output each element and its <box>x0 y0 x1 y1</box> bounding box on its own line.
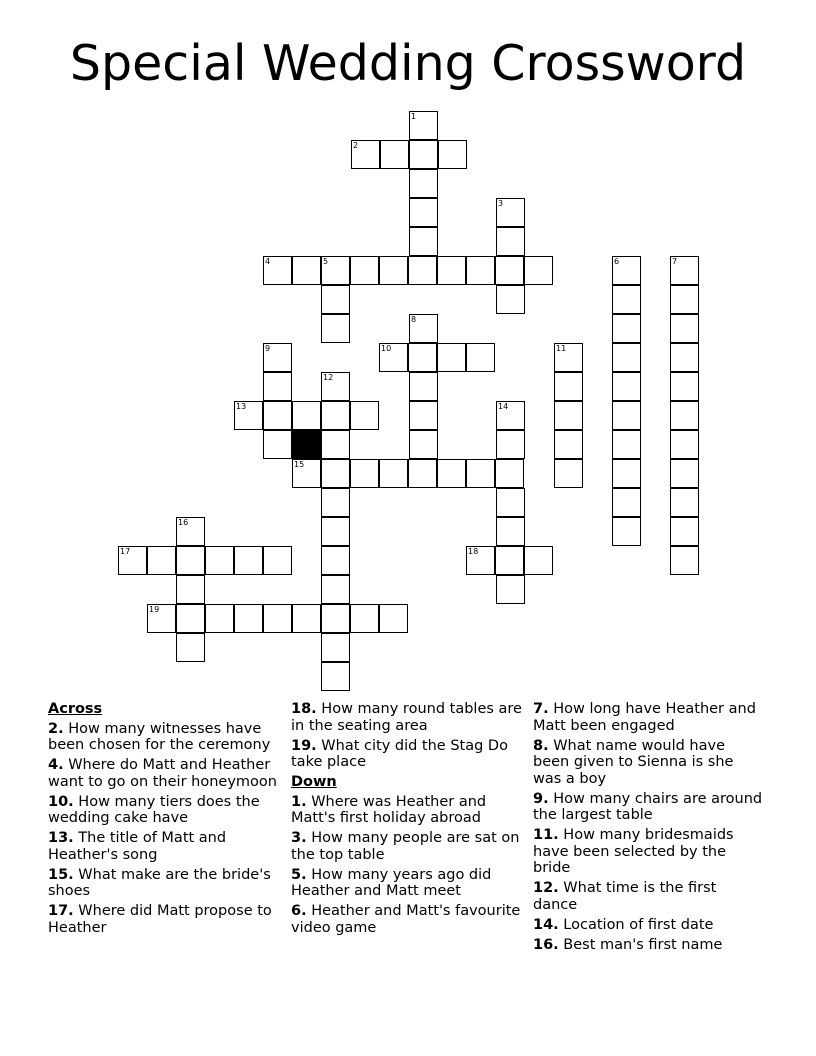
grid-cell[interactable] <box>554 401 583 430</box>
clue-number: 5 <box>323 257 329 266</box>
grid-cell[interactable] <box>670 517 699 546</box>
clue-number: 1 <box>411 112 417 121</box>
page-title: Special Wedding Crossword <box>69 35 747 92</box>
grid-cell[interactable] <box>350 256 379 285</box>
grid-cell[interactable] <box>670 546 699 575</box>
grid-cell[interactable] <box>263 343 292 372</box>
clue-number: 14 <box>498 402 509 411</box>
grid-cell[interactable] <box>350 604 379 633</box>
down-clue: 8. What name would have been given to Sienna is she was a boy <box>533 737 734 787</box>
grid-cell[interactable] <box>234 546 263 575</box>
grid-cell[interactable] <box>409 198 438 227</box>
down-heading: Down <box>291 774 337 790</box>
grid-cell[interactable] <box>292 256 321 285</box>
grid-cell[interactable] <box>263 256 292 285</box>
grid-cell[interactable] <box>409 227 438 256</box>
across-heading: Across <box>48 701 103 717</box>
down-clue: 7. How long have Heather and Matt been engaged <box>533 701 756 734</box>
grid-cell[interactable] <box>147 546 176 575</box>
grid-cell[interactable] <box>321 314 350 343</box>
grid-cell[interactable] <box>321 604 350 633</box>
across-clue: 4. Where do Matt and Heather want to go on their honeymoon <box>48 757 277 790</box>
down-clue: 11. How many bridesmaids have been selected by the bride <box>533 827 734 876</box>
grid-cell[interactable] <box>321 488 350 517</box>
grid-cell[interactable] <box>670 285 699 314</box>
grid-cell[interactable] <box>670 459 699 488</box>
grid-cell[interactable] <box>612 401 641 430</box>
grid-cell[interactable] <box>554 430 583 459</box>
grid-cell[interactable] <box>437 256 466 285</box>
grid-cell[interactable] <box>612 314 641 343</box>
grid-cell[interactable] <box>351 140 380 169</box>
across-clue: 19. What city did the Stag Do take place <box>291 737 508 770</box>
grid-cell[interactable] <box>612 256 641 285</box>
grid-cell[interactable] <box>670 343 699 372</box>
across-clue: 13. The title of Matt and Heather's song <box>48 830 227 863</box>
grid-cell[interactable] <box>409 372 438 401</box>
across-clue: 10. How many tiers does the wedding cake have <box>48 793 260 826</box>
clue-number: 16 <box>178 518 189 527</box>
grid-cell[interactable] <box>321 430 350 459</box>
grid-cell[interactable] <box>670 430 699 459</box>
across-clue: 17. Where did Matt propose to Heather <box>48 903 272 936</box>
grid-cell[interactable] <box>321 285 350 314</box>
grid-cell[interactable] <box>321 401 350 430</box>
grid-cell[interactable] <box>408 459 437 488</box>
grid-cell[interactable] <box>524 546 553 575</box>
clue-number: 13 <box>236 402 247 411</box>
clue-number: 19 <box>149 605 160 614</box>
grid-cell[interactable] <box>292 459 321 488</box>
grid-cell[interactable] <box>496 227 525 256</box>
grid-cell[interactable] <box>496 575 525 604</box>
grid-cell[interactable] <box>147 604 176 633</box>
grid-cell[interactable] <box>263 372 292 401</box>
down-clue: 6. Heather and Matt's favourite video game <box>291 903 521 936</box>
grid-cell[interactable] <box>321 372 350 401</box>
grid-cell[interactable] <box>234 604 263 633</box>
grid-cell[interactable] <box>263 604 292 633</box>
grid-cell[interactable] <box>670 401 699 430</box>
clue-number: 6 <box>614 257 620 266</box>
grid-cell[interactable] <box>495 459 524 488</box>
grid-cell[interactable] <box>466 343 495 372</box>
clue-number: 4 <box>265 257 271 266</box>
grid-cell[interactable] <box>409 314 438 343</box>
clue-number: 3 <box>498 199 504 208</box>
clue-number: 9 <box>265 344 271 353</box>
grid-cell[interactable] <box>670 256 699 285</box>
grid-cell[interactable] <box>321 633 350 662</box>
grid-cell[interactable] <box>409 111 438 140</box>
grid-cell[interactable] <box>321 256 350 285</box>
grid-cell[interactable] <box>321 575 350 604</box>
grid-cell[interactable] <box>321 459 350 488</box>
grid-cell[interactable] <box>321 546 350 575</box>
grid-cell[interactable] <box>176 575 205 604</box>
grid-cell[interactable] <box>524 256 553 285</box>
across-clue: 2. How many witnesses have been chosen for the ceremony <box>48 720 271 753</box>
down-clue: 5. How many years ago did Heather and Matt meet <box>291 866 492 899</box>
grid-cell[interactable] <box>496 285 525 314</box>
across-clue: 15. What make are the bride's shoes <box>48 866 271 899</box>
grid-cell[interactable] <box>495 256 524 285</box>
grid-cell[interactable] <box>176 517 205 546</box>
clues-column-2 <box>291 701 523 940</box>
black-square <box>292 430 321 459</box>
grid-cell[interactable] <box>176 546 205 575</box>
grid-cell[interactable] <box>234 401 263 430</box>
grid-cell[interactable] <box>379 343 408 372</box>
grid-cell[interactable] <box>612 517 641 546</box>
grid-cell[interactable] <box>437 459 466 488</box>
grid-cell[interactable] <box>554 343 583 372</box>
grid-cell[interactable] <box>612 372 641 401</box>
down-clue: 3. How many people are sat on the top table <box>291 830 520 863</box>
grid-cell[interactable] <box>466 256 495 285</box>
clue-number: 7 <box>672 257 678 266</box>
grid-cell[interactable] <box>379 256 408 285</box>
grid-cell[interactable] <box>554 372 583 401</box>
down-clue: 1. Where was Heather and Matt's first holiday abroad <box>291 793 487 826</box>
clue-number: 17 <box>120 547 131 556</box>
down-clue: 14. Location of first date <box>533 916 714 933</box>
grid-cell[interactable] <box>438 140 467 169</box>
clue-number: 15 <box>294 460 305 469</box>
grid-cell[interactable] <box>670 488 699 517</box>
grid-cell[interactable] <box>379 459 408 488</box>
grid-cell[interactable] <box>263 401 292 430</box>
across-clue: 18. How many round tables are in the seating area <box>291 701 522 734</box>
grid-cell[interactable] <box>408 256 437 285</box>
down-clue: 12. What time is the first dance <box>533 880 717 913</box>
grid-cell[interactable] <box>437 343 466 372</box>
grid-cell[interactable] <box>409 169 438 198</box>
grid-cell[interactable] <box>380 140 409 169</box>
grid-cell[interactable] <box>612 343 641 372</box>
grid-cell[interactable] <box>466 546 495 575</box>
grid-cell[interactable] <box>350 401 379 430</box>
clue-number: 11 <box>556 344 567 353</box>
grid-cell[interactable] <box>263 430 292 459</box>
grid-cell[interactable] <box>466 459 495 488</box>
grid-cell[interactable] <box>496 198 525 227</box>
grid-cell[interactable] <box>612 488 641 517</box>
grid-cell[interactable] <box>176 604 205 633</box>
grid-cell[interactable] <box>496 517 525 546</box>
grid-cell[interactable] <box>205 546 234 575</box>
grid-cell[interactable] <box>612 430 641 459</box>
grid-cell[interactable] <box>321 517 350 546</box>
clue-number: 8 <box>411 315 417 324</box>
grid-cell[interactable] <box>496 401 525 430</box>
grid-cell[interactable] <box>321 662 350 691</box>
grid-cell[interactable] <box>409 401 438 430</box>
grid-cell[interactable] <box>118 546 147 575</box>
clue-number: 12 <box>323 373 334 382</box>
grid-cell[interactable] <box>670 314 699 343</box>
clues-column-1 <box>48 701 280 940</box>
grid-cell[interactable] <box>350 459 379 488</box>
grid-cell[interactable] <box>379 604 408 633</box>
grid-cell[interactable] <box>408 343 437 372</box>
grid-cell[interactable] <box>176 633 205 662</box>
grid-cell[interactable] <box>496 488 525 517</box>
grid-cell[interactable] <box>670 372 699 401</box>
grid-cell[interactable] <box>495 546 524 575</box>
grid-cell[interactable] <box>292 604 321 633</box>
grid-cell[interactable] <box>409 140 438 169</box>
grid-cell[interactable] <box>612 459 641 488</box>
grid-cell[interactable] <box>205 604 234 633</box>
clues-column-3 <box>533 701 765 957</box>
grid-cell[interactable] <box>292 401 321 430</box>
clue-number: 18 <box>468 547 479 556</box>
grid-cell[interactable] <box>409 430 438 459</box>
grid-cell[interactable] <box>554 459 583 488</box>
down-clue: 16. Best man's first name <box>533 936 723 953</box>
clue-number: 2 <box>353 141 359 150</box>
clue-number: 10 <box>381 344 392 353</box>
down-clue: 9. How many chairs are around the largest table <box>533 790 763 823</box>
grid-cell[interactable] <box>496 430 525 459</box>
grid-cell[interactable] <box>612 285 641 314</box>
grid-cell[interactable] <box>263 546 292 575</box>
